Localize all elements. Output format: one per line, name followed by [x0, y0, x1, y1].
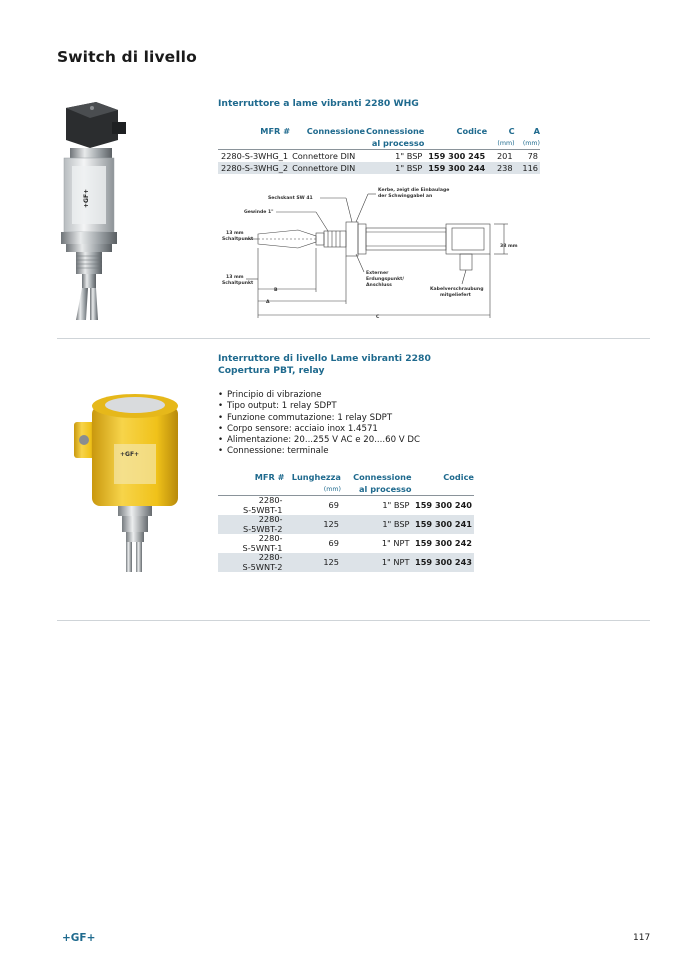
col-a: A: [533, 126, 540, 136]
col-a-unit: (mm): [522, 140, 540, 147]
col-c-unit: (mm): [497, 140, 515, 147]
section2-table: [218, 472, 474, 572]
label-schalt-bot-1: 13 mm: [226, 275, 244, 280]
divider-2: [57, 620, 650, 621]
table-row: 2280- S-5WBT-1 69 1" BSP 159 300 240: [218, 496, 474, 516]
label-kabel-1: Kabelverschraubung: [430, 287, 484, 292]
table-row: 2280- S-5WBT-2 125 1" BSP 159 300 241: [218, 515, 474, 534]
label-b: B: [274, 288, 278, 293]
col-connessione-2: al processo: [359, 483, 412, 494]
col-mfr: MFR #: [260, 126, 291, 136]
label-kerbe-1: Kerbe, zeigt die Einbaulage: [378, 188, 450, 193]
col-processo-1: Connessione: [365, 126, 425, 136]
label-c: C: [376, 315, 380, 320]
label-schalt-bot-2: Schaltpunkt: [222, 281, 254, 286]
label-schalt-top-1: 13 mm: [226, 231, 244, 236]
col-processo-2: al processo: [371, 137, 425, 148]
list-item: • Principio di vibrazione: [217, 390, 420, 401]
label-externer-3: Anschluss: [366, 283, 392, 288]
col-lunghezza-unit: (mm): [323, 486, 341, 493]
col-connessione-1: Connessione: [353, 472, 412, 482]
col-codice: Codice: [443, 472, 474, 482]
product-image-2280-relay: [70, 388, 188, 578]
divider-1: [57, 338, 650, 339]
label-gewinde: Gewinde 1": [244, 210, 274, 215]
product-label-1: +GF+: [83, 188, 90, 208]
feature-list: [217, 390, 420, 458]
technical-drawing: [216, 184, 528, 322]
label-schalt-top-2: Schaltpunkt: [222, 237, 254, 242]
col-codice: Codice: [456, 126, 488, 136]
section1-table: [218, 126, 540, 174]
label-externer-2: Erdungspunkt/: [366, 277, 405, 282]
label-sechskant: Sechskant SW 41: [268, 196, 313, 201]
table-row: 2280-S-3WHG_1 Connettore DIN 1" BSP 159 300 245 201 78: [218, 150, 540, 163]
label-38mm: 38 mm: [500, 244, 518, 249]
product-label-2: +GF+: [120, 451, 140, 458]
table-row: 2280- S-5WNT-2 125 1" NPT 159 300 243: [218, 553, 474, 572]
col-mfr: MFR #: [254, 472, 285, 482]
page-title: Switch di livello: [57, 48, 197, 66]
label-externer-1: Externer: [366, 271, 389, 276]
label-kerbe-2: der Schwinggabel an: [378, 194, 433, 199]
table-row: 2280-S-3WHG_2 Connettore DIN 1" BSP 159 300 244 238 116: [218, 162, 540, 174]
col-c: C: [508, 126, 515, 136]
section1-title: Interruttore a lame vibranti 2280 WHG: [218, 98, 419, 109]
table-row: 2280- S-5WNT-1 69 1" NPT 159 300 242: [242, 533, 472, 553]
gf-logo: +GF+: [62, 932, 96, 944]
list-item: • Corpo sensore: acciaio inox 1.4571: [217, 424, 420, 435]
list-item: • Alimentazione: 20...255 V AC e 20....60 V DC: [217, 435, 420, 446]
list-item: • Connessione: terminale: [217, 446, 420, 457]
list-item: • Tipo output: 1 relay SDPT: [217, 401, 420, 412]
section2-title: Interruttore di livello Lame vibranti 2280 Copertura PBT, relay: [218, 353, 431, 376]
label-kabel-2: mitgeliefert: [440, 293, 471, 298]
label-a: A: [266, 300, 270, 305]
page-number: 117: [633, 933, 651, 943]
col-lunghezza: Lunghezza: [291, 472, 341, 482]
col-connessione: Connessione: [306, 126, 366, 136]
product-image-2280-whg: [52, 96, 136, 324]
list-item: • Funzione commutazione: 1 relay SDPT: [217, 413, 420, 424]
